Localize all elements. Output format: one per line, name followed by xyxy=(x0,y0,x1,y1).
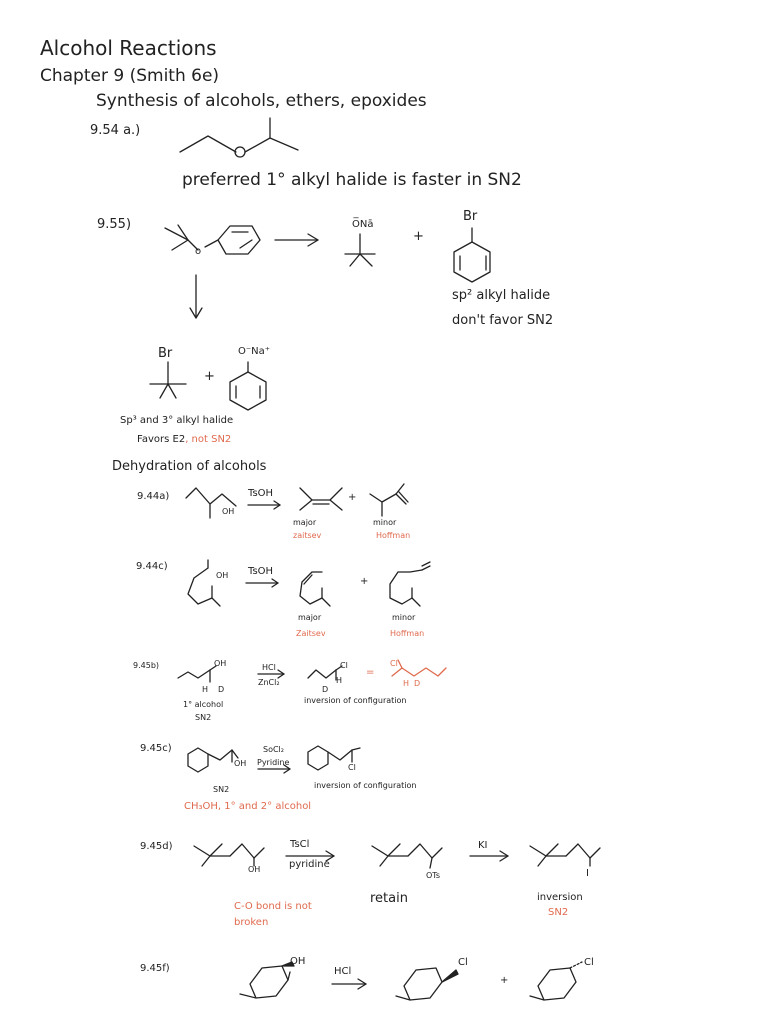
major-label-9-44a: major xyxy=(293,518,317,527)
minor-label-9-44c: minor xyxy=(392,613,416,622)
sn2-label-9-45c: SN2 xyxy=(213,785,230,794)
problem-label-9-45f: 9.45f) xyxy=(140,963,170,974)
zaitsev-label-9-44c: Zaitsev xyxy=(296,629,326,638)
red-note-9-45c: CH₃OH, 1° and 2° alcohol xyxy=(184,801,312,812)
problem-label-9-45b: 9.45b) xyxy=(133,661,160,670)
alt-note-line2: Favors E2, not SN2 xyxy=(137,434,232,445)
red-note1-9-45d: C-O bond is not xyxy=(234,901,312,912)
d-label-9-45b: D xyxy=(218,685,225,694)
red-d-label-9-45b: D xyxy=(414,679,421,688)
i-label-9-45d: I xyxy=(586,868,589,879)
reagent-pyridine-9-45d: pyridine xyxy=(289,859,330,870)
reagent-tscl-9-45d: TsCl xyxy=(290,839,310,850)
cl-label-1-9-45f: Cl xyxy=(458,957,468,968)
svg-text:o: o xyxy=(195,246,202,257)
note-9-55-line2: don't favor SN2 xyxy=(452,313,554,328)
alt-note-line1: Sp³ and 3° alkyl halide xyxy=(120,415,234,426)
alt-bromo-label: Br xyxy=(158,346,173,361)
retain-label-9-45d: retain xyxy=(370,891,408,906)
cl-label-9-45b: Cl xyxy=(340,661,348,670)
red-cl-label-9-45b: Cl xyxy=(390,659,398,668)
reagent-socl2-9-45c: SoCl₂ xyxy=(263,745,284,754)
oh-label-9-44c: OH xyxy=(216,571,229,580)
plus-9-45f: + xyxy=(500,975,509,986)
oh-label-9-45c: OH xyxy=(234,759,247,768)
oh-label-9-45f: OH xyxy=(290,956,306,967)
reagent-pyridine-9-45c: Pyridine xyxy=(257,758,290,767)
reagent-hcl-9-45f: HCl xyxy=(334,966,352,977)
ots-label-9-45d: OTs xyxy=(426,871,441,880)
reagent-ki-9-45d: KI xyxy=(478,840,488,851)
major-label-9-44c: major xyxy=(298,613,322,622)
note-9-54a: preferred 1° alkyl halide is faster in SN2 xyxy=(182,170,522,190)
problem-label-9-44a: 9.44a) xyxy=(137,491,170,502)
problem-label-9-45c: 9.45c) xyxy=(140,743,172,754)
problem-label-9-44c: 9.44c) xyxy=(136,561,168,572)
chapter-label: Chapter 9 (Smith 6e) xyxy=(40,66,220,86)
cl-label-2-9-45f: Cl xyxy=(584,957,594,968)
reagent-tsoh-9-44a: TsOH xyxy=(248,488,274,499)
page-title: Alcohol Reactions xyxy=(40,36,217,60)
minor-label-9-44a: minor xyxy=(373,518,397,527)
red-h-label-9-45b: H xyxy=(403,679,410,688)
inversion-label-9-45d: inversion xyxy=(537,892,583,903)
plus-sign: + xyxy=(413,229,424,244)
oh-label-9-45d: OH xyxy=(248,865,261,874)
red-note2-9-45d: broken xyxy=(234,917,269,928)
note-sn2-9-45b: SN2 xyxy=(195,713,212,722)
problem-label-9-54a: 9.54 a.) xyxy=(90,123,141,138)
reagent-tbuona: O̅Nā xyxy=(352,219,374,230)
note-9-55-line1: sp² alkyl halide xyxy=(452,288,551,303)
plus-9-44a: + xyxy=(348,492,357,503)
problem-label-9-45d: 9.45d) xyxy=(140,841,173,852)
inversion-note-9-45b: inversion of configuration xyxy=(304,696,407,705)
note-1-alcohol-9-45b: 1° alcohol xyxy=(183,700,224,709)
zaitsev-label-9-44a: zaitsev xyxy=(293,531,322,540)
inversion-note-9-45c: inversion of configuration xyxy=(314,781,417,790)
section-heading: Synthesis of alcohols, ethers, epoxides xyxy=(96,91,427,111)
hoffman-label-9-44a: Hoffman xyxy=(376,531,411,540)
reagent-tsoh-9-44c: TsOH xyxy=(248,566,274,577)
h-label-9-45b: H xyxy=(202,685,209,694)
equals-sign-9-45b: = xyxy=(366,667,375,678)
reagent-zncl2-9-45b: ZnCl₂ xyxy=(258,678,280,687)
oh-label-9-45b: OH xyxy=(214,659,227,668)
h2-label-9-45b: H xyxy=(336,676,343,685)
reagent-hcl-9-45b: HCl xyxy=(262,663,276,672)
oh-label-9-44a: OH xyxy=(222,507,235,516)
bromo-label: Br xyxy=(463,209,478,224)
d2-label-9-45b: D xyxy=(322,685,329,694)
alt-phenoxide-label: O⁻Na⁺ xyxy=(238,346,271,357)
dehydration-heading: Dehydration of alcohols xyxy=(112,459,267,474)
alt-plus-sign: + xyxy=(204,369,215,384)
cl-label-9-45c: Cl xyxy=(348,763,356,772)
hoffman-label-9-44c: Hoffman xyxy=(390,629,425,638)
plus-9-44c: + xyxy=(360,576,369,587)
problem-label-9-55: 9.55) xyxy=(97,217,132,232)
sn2-red-label-9-45d: SN2 xyxy=(548,907,569,918)
